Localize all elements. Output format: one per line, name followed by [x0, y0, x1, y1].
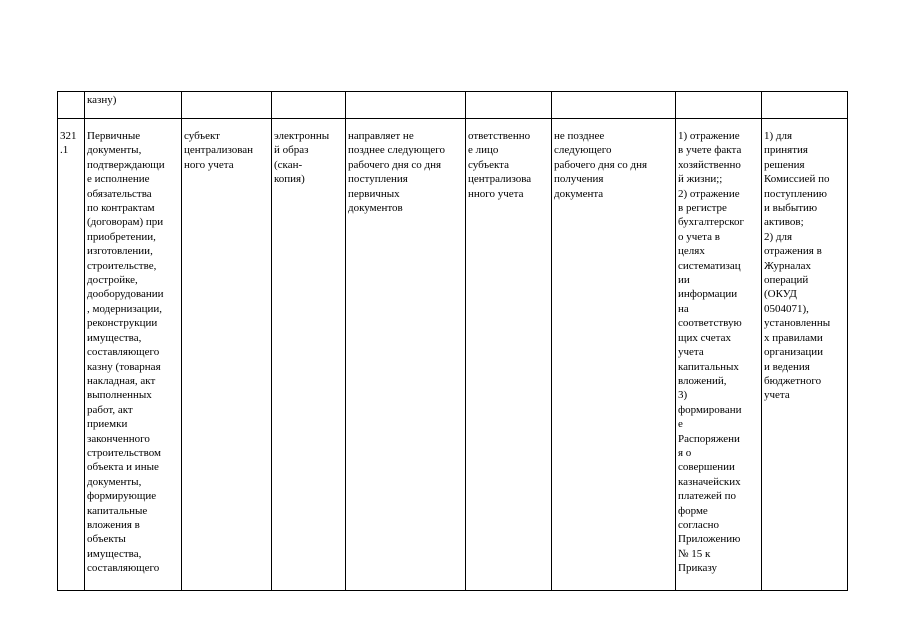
cell-document: Первичные документы, подтверждающи е исполнение обязательства по контрактам (договорам) при приобретении, изготовлении, строительстве, достройке, дооборудовании , модернизации, реконструкции имущества, составляющего казну (товарная накладная, акт выполненных работ, акт приемки законченного строительством объекта и иные документы, формирующие капитальные вложения в объекты имущества, составляющего [85, 119, 182, 591]
document-table [57, 91, 848, 591]
cell-responsible [466, 92, 552, 119]
cell-document: казну) [85, 92, 182, 119]
cell-actions [676, 92, 762, 119]
cell-form: электронны й образ (скан- копия) [272, 119, 346, 591]
cell-deadline-receive: не позднее следующего рабочего дня со дня получения документа [552, 119, 676, 591]
cell-deadline-send [346, 92, 466, 119]
cell-number: 321 .1 [58, 119, 85, 591]
table-row-321-1 [58, 119, 848, 591]
cell-form [272, 92, 346, 119]
cell-deadline-receive [552, 92, 676, 119]
cell-number [58, 92, 85, 119]
cell-subject [182, 92, 272, 119]
table-row-continuation [58, 92, 848, 119]
cell-purpose: 1) для принятия решения Комиссией по поступлению и выбытию активов; 2) для отражения в Журналах операций (ОКУД 0504071), установленны х правилами организации и ведения бюджетного учета [762, 119, 848, 591]
cell-subject: субъект централизован ного учета [182, 119, 272, 591]
cell-actions: 1) отражение в учете факта хозяйственно й жизни;; 2) отражение в регистре бухгалтерског о учета в целях систематизац ии информации на соответствую щих счетах учета капитальных вложений, 3) формировани е Распоряжени я о совершении казначейских платежей по форме согласно Приложению № 15 к Приказу [676, 119, 762, 591]
cell-purpose [762, 92, 848, 119]
cell-deadline-send: направляет не позднее следующего рабочего дня со дня поступления первичных документов [346, 119, 466, 591]
cell-responsible: ответственно е лицо субъекта централизова нного учета [466, 119, 552, 591]
